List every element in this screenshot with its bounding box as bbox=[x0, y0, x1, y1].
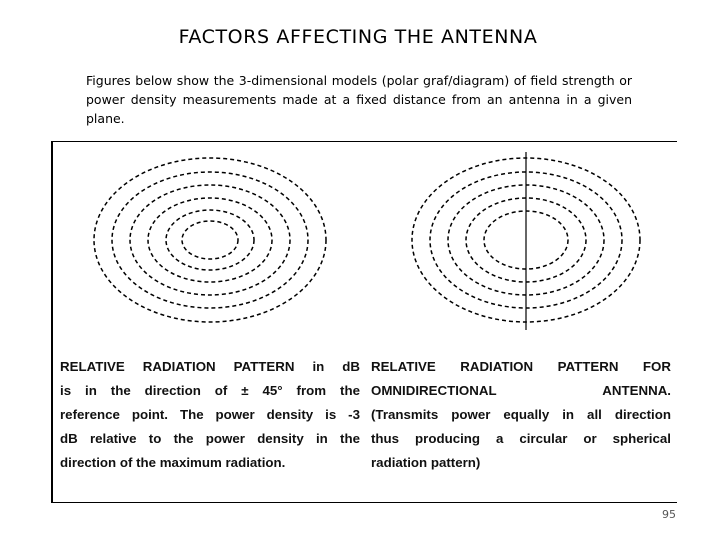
left-caption bbox=[60, 355, 360, 475]
left-caption-line-3: reference point. The power density is -3 bbox=[60, 407, 360, 422]
pattern-contour-3 bbox=[130, 185, 290, 295]
page-number: 95 bbox=[662, 508, 676, 521]
right-caption bbox=[371, 355, 671, 475]
left-caption-line-2: is in the direction of ± 45° from the bbox=[60, 383, 360, 398]
pattern-contour-6 bbox=[182, 221, 238, 259]
slide-title: FACTORS AFFECTING THE ANTENNA bbox=[178, 26, 538, 48]
pattern-contour-2 bbox=[112, 172, 308, 308]
left-caption-line-5: direction of the maximum radiation. bbox=[60, 455, 286, 470]
right-caption-line-1: RELATIVE RADIATION PATTERN FOR bbox=[371, 359, 671, 374]
right-caption-line-4: thus producing a circular or spherical bbox=[371, 431, 671, 446]
omnidirectional-pattern-diagram bbox=[404, 150, 654, 340]
intro-paragraph: Figures below show the 3-dimensional models (polar graf/diagram) of field strength or power density measurements made at a fixed distance from an antenna in a given plane. bbox=[86, 73, 632, 126]
left-caption-line-1: RELATIVE RADIATION PATTERN in dB bbox=[60, 359, 360, 374]
right-caption-line-2: OMNIDIRECTIONAL ANTENNA. bbox=[371, 383, 671, 398]
right-caption-line-3: (Transmits power equally in all direction bbox=[371, 407, 671, 422]
relative-radiation-pattern-diagram bbox=[88, 150, 340, 340]
left-caption-line-4: dB relative to the power density in the bbox=[60, 431, 360, 446]
pattern-contour-1 bbox=[94, 158, 326, 322]
right-caption-line-5: radiation pattern) bbox=[371, 455, 481, 470]
pattern-contour-5 bbox=[166, 210, 254, 270]
